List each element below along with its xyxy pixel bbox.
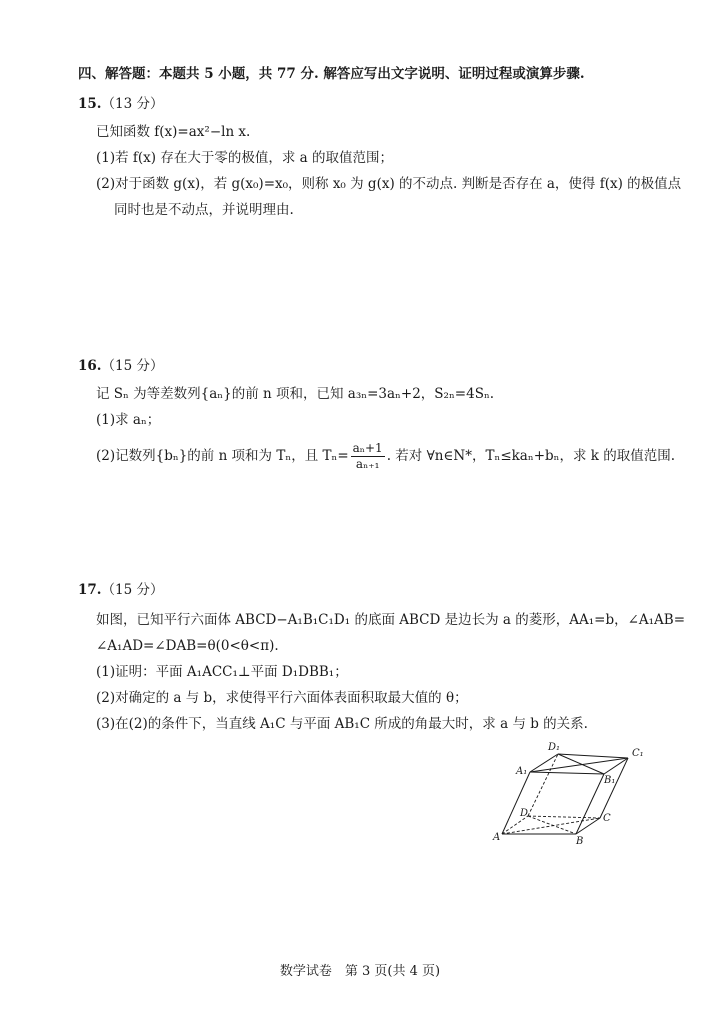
question-16-number: 16.	[78, 358, 102, 374]
page-footer: 数学试卷 第 3 页(共 4 页)	[279, 964, 441, 979]
question-16-header	[78, 356, 163, 376]
diagonal-a1-c1	[530, 758, 628, 772]
question-15-header	[78, 94, 163, 114]
label-b: B	[576, 836, 584, 847]
edge-a1-d1	[530, 754, 558, 772]
hidden-diagonal-a-c	[502, 818, 600, 834]
question-17-number: 17.	[78, 582, 102, 598]
question-16-part2-post: . 若对 ∀n∈N*，Tₙ≤kaₙ+bₙ，求 k 的取值范围.	[386, 448, 676, 464]
question-17-part3: (3)在(2)的条件下，当直线 A₁C 与平面 AB₁C 所成的角最大时，求 a 与 b 的关系.	[96, 716, 588, 732]
question-17-header	[78, 580, 163, 600]
question-15-part2-line1: (2)对于函数 g(x)，若 g(x₀)=x₀，则称 x₀ 为 g(x) 的不动点. 判断是否存在 a，使得 f(x) 的极值点	[96, 176, 682, 192]
question-17-part1: (1)证明：平面 A₁ACC₁⊥平面 D₁DBB₁；	[96, 664, 348, 680]
label-d1: D₁	[548, 742, 561, 753]
question-16-part2-pre: (2)记数列{bₙ}的前 n 项和为 Tₙ，且 Tₙ=	[96, 448, 349, 464]
label-d: D	[520, 808, 529, 819]
label-a: A	[493, 832, 501, 843]
label-c: C	[603, 813, 611, 824]
question-15-score: （13 分）	[101, 96, 164, 112]
question-15-part1: (1)若 f(x) 存在大于零的极值，求 a 的取值范围；	[96, 150, 393, 166]
hidden-diagonal-d-b	[528, 816, 576, 834]
question-15-number: 15.	[78, 96, 102, 112]
fraction-denominator: aₙ₊₁	[355, 457, 380, 471]
parallelepiped-figure	[492, 738, 652, 850]
fraction-numerator: aₙ+1	[352, 441, 383, 455]
question-16-part2	[96, 440, 675, 472]
question-16-part1: (1)求 aₙ；	[96, 412, 161, 428]
section-header: 四、解答题：本题共 5 小题，共 77 分. 解答应写出文字说明、证明过程或演算步骤.	[78, 66, 585, 82]
label-c1: C₁	[632, 748, 644, 759]
edge-d1-c1	[558, 754, 628, 758]
question-17-stem-line1: 如图，已知平行六面体 ABCD−A₁B₁C₁D₁ 的底面 ABCD 是边长为 a 的菱形，AA₁=b，∠A₁AB=	[96, 612, 686, 628]
edge-b1-a1	[530, 772, 604, 774]
question-16-score: （15 分）	[101, 358, 164, 374]
question-16-fraction	[351, 441, 385, 472]
question-17-score: （15 分）	[101, 582, 164, 598]
question-17-part2: (2)对确定的 a 与 b，求使得平行六面体表面积取最大值的 θ；	[96, 690, 468, 706]
question-16-stem: 记 Sₙ 为等差数列{aₙ}的前 n 项和，已知 a₃ₙ=3aₙ+2，S₂ₙ=4Sₙ.	[96, 386, 495, 402]
label-b1: B₁	[604, 775, 616, 786]
hidden-edge-d-c	[528, 816, 600, 818]
question-15-stem: 已知函数 f(x)=ax²−ln x.	[96, 124, 251, 140]
question-17-stem-line2: ∠A₁AD=∠DAB=θ(0<θ<π).	[96, 638, 279, 654]
question-15-part2-line2: 同时也是不动点，并说明理由.	[114, 202, 294, 218]
diagonal-d1-b1	[558, 754, 604, 774]
label-a1: A₁	[516, 766, 528, 777]
